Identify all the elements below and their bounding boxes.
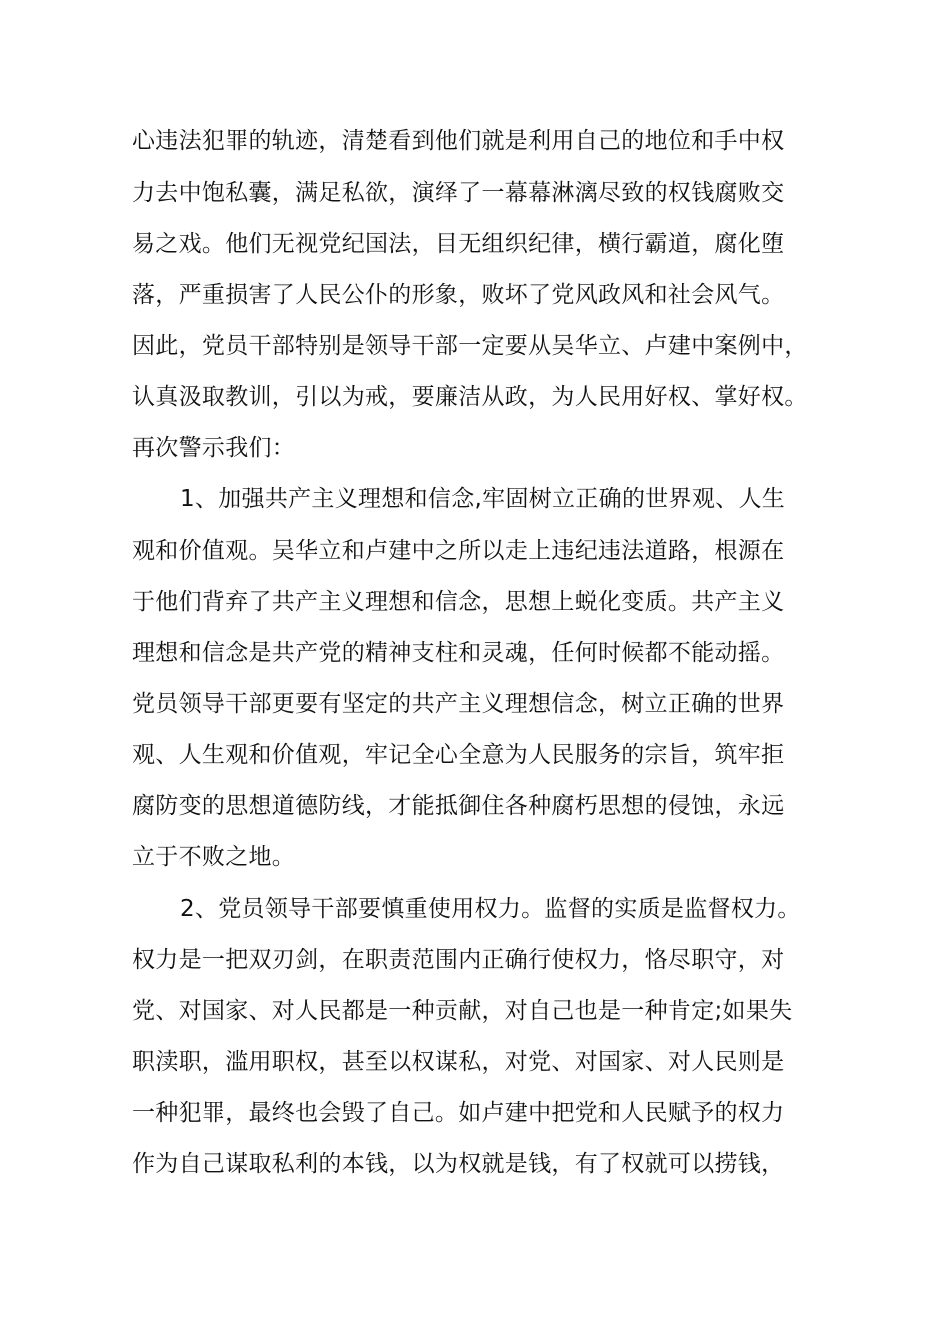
text-line: 易之戏。他们无视党纪国法，目无组织纪律，横行霸道，腐化堕	[132, 231, 785, 257]
text-line: 认真汲取教训，引以为戒，要廉洁从政，为人民用好权、掌好权。	[132, 384, 808, 410]
text-line: 党员领导干部更要有坚定的共产主义理想信念，树立正确的世界	[132, 691, 785, 717]
text-line: 落，严重损害了人民公仆的形象，败坏了党风政风和社会风气。	[132, 282, 785, 308]
text-line: 腐防变的思想道德防线，才能抵御住各种腐朽思想的侵蚀，永远	[132, 793, 785, 819]
paragraph-1-first-line: 1、加强共产主义理想和信念,牢固树立正确的世界观、人生	[180, 486, 786, 512]
text-line: 力去中饱私囊，满足私欲，演绎了一幕幕淋漓尽致的权钱腐败交	[132, 180, 785, 206]
text-line: 立于不败之地。	[132, 844, 296, 870]
paragraph-2-first-line: 2、党员领导干部要慎重使用权力。监督的实质是监督权力。	[180, 896, 801, 922]
text-line: 职渎职，滥用职权，甚至以权谋私，对党、对国家、对人民则是	[132, 1049, 785, 1075]
text-line: 作为自己谋取私利的本钱，以为权就是钱，有了权就可以捞钱，	[132, 1151, 785, 1177]
text-line: 观和价值观。吴华立和卢建中之所以走上违纪违法道路，根源在	[132, 538, 785, 564]
text-line: 权力是一把双刃剑，在职责范围内正确行使权力，恪尽职守，对	[132, 947, 785, 973]
text-line: 理想和信念是共产党的精神支柱和灵魂，任何时候都不能动摇。	[132, 640, 785, 666]
text-line: 心违法犯罪的轨迹，清楚看到他们就是利用自己的地位和手中权	[132, 128, 785, 154]
text-line: 党、对国家、对人民都是一种贡献，对自己也是一种肯定;如果失	[132, 998, 793, 1024]
text-line: 观、人生观和价值观，牢记全心全意为人民服务的宗旨，筑牢拒	[132, 742, 785, 768]
text-line: 因此，党员干部特别是领导干部一定要从吴华立、卢建中案例中，	[132, 333, 808, 359]
text-line: 再次警示我们：	[132, 435, 296, 461]
text-line: 于他们背弃了共产主义理想和信念，思想上蜕化变质。共产主义	[132, 589, 785, 615]
text-line: 一种犯罪，最终也会毁了自己。如卢建中把党和人民赋予的权力	[132, 1100, 785, 1126]
